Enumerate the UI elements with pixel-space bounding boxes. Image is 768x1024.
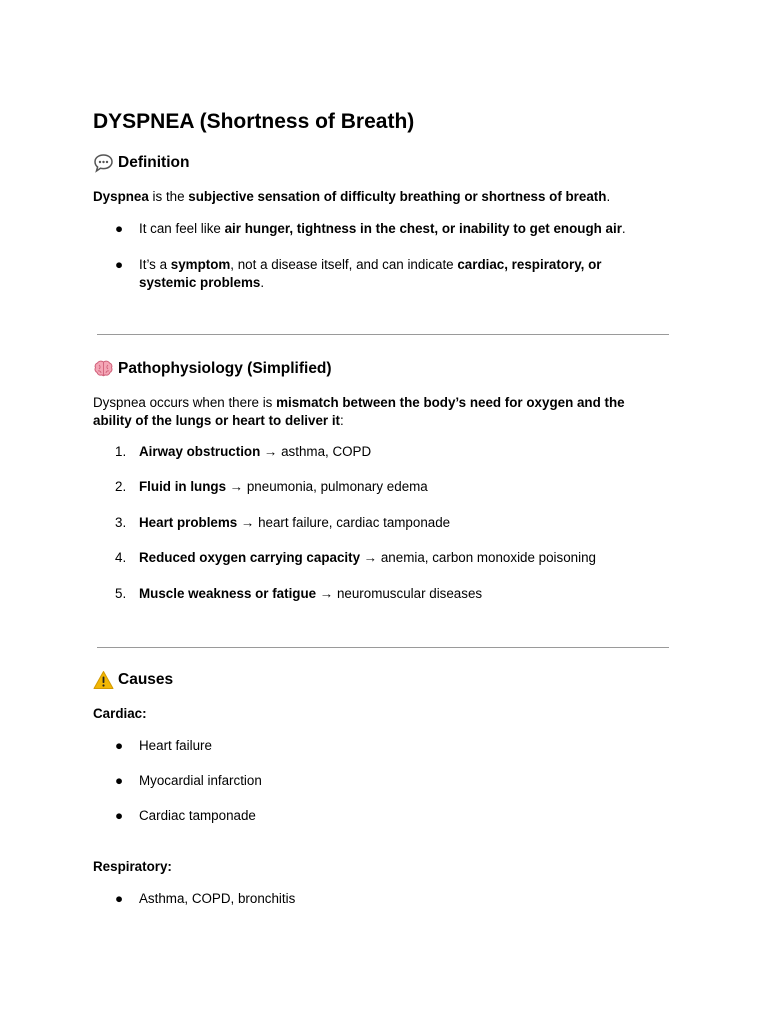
list-number: 2. xyxy=(115,479,127,494)
list-item: 5. Muscle weakness or fatigue → neuromuscular diseases xyxy=(115,586,483,601)
page-title: DYSPNEA (Shortness of Breath) xyxy=(93,110,415,133)
section-divider xyxy=(97,334,669,335)
list-number: 4. xyxy=(115,550,127,565)
list-number: 3. xyxy=(115,515,127,530)
section-divider xyxy=(97,647,669,648)
list-item: ● Asthma, COPD, bronchitis xyxy=(115,891,296,906)
pathophysiology-intro: Dyspnea occurs when there is mismatch between the body’s need for oxygen and the ability of the lungs or heart to deliver it: xyxy=(93,395,625,428)
definition-heading-text: Definition xyxy=(118,154,190,171)
respiratory-subheading: Respiratory: xyxy=(93,859,172,874)
bullet-marker: ● xyxy=(115,773,124,788)
list-item: ● It’s a symptom, not a disease itself, and can indicate cardiac, respiratory, or systemic problems. xyxy=(115,257,602,290)
list-item: 2. Fluid in lungs → pneumonia, pulmonary edema xyxy=(115,479,428,494)
brain-icon xyxy=(93,359,115,379)
definition-heading xyxy=(93,152,189,174)
causes-heading xyxy=(93,669,173,691)
definition-intro: Dyspnea is the subjective sensation of difficulty breathing or shortness of breath. xyxy=(93,189,611,204)
list-item: ● Cardiac tamponade xyxy=(115,808,256,823)
list-number: 1. xyxy=(115,444,127,459)
list-item: 4. Reduced oxygen carrying capacity → anemia, carbon monoxide poisoning xyxy=(115,550,596,565)
pathophysiology-heading-text: Pathophysiology (Simplified) xyxy=(118,360,332,377)
cardiac-subheading: Cardiac: xyxy=(93,706,147,721)
pathophysiology-heading xyxy=(93,358,332,380)
bullet-marker: ● xyxy=(115,221,124,236)
speech-bubble-icon xyxy=(93,153,115,173)
list-item: ● It can feel like air hunger, tightness in the chest, or inability to get enough air. xyxy=(115,221,626,236)
list-item: 1. Airway obstruction → asthma, COPD xyxy=(115,444,372,459)
list-number: 5. xyxy=(115,586,127,601)
warning-icon xyxy=(93,670,115,690)
bullet-marker: ● xyxy=(115,257,124,272)
causes-heading-text: Causes xyxy=(118,671,174,688)
bullet-marker: ● xyxy=(115,738,124,753)
bullet-marker: ● xyxy=(115,808,124,823)
list-item: 3. Heart problems → heart failure, cardiac tamponade xyxy=(115,515,451,530)
bullet-marker: ● xyxy=(115,891,124,906)
list-item: ● Heart failure xyxy=(115,738,212,753)
list-item: ● Myocardial infarction xyxy=(115,773,262,788)
